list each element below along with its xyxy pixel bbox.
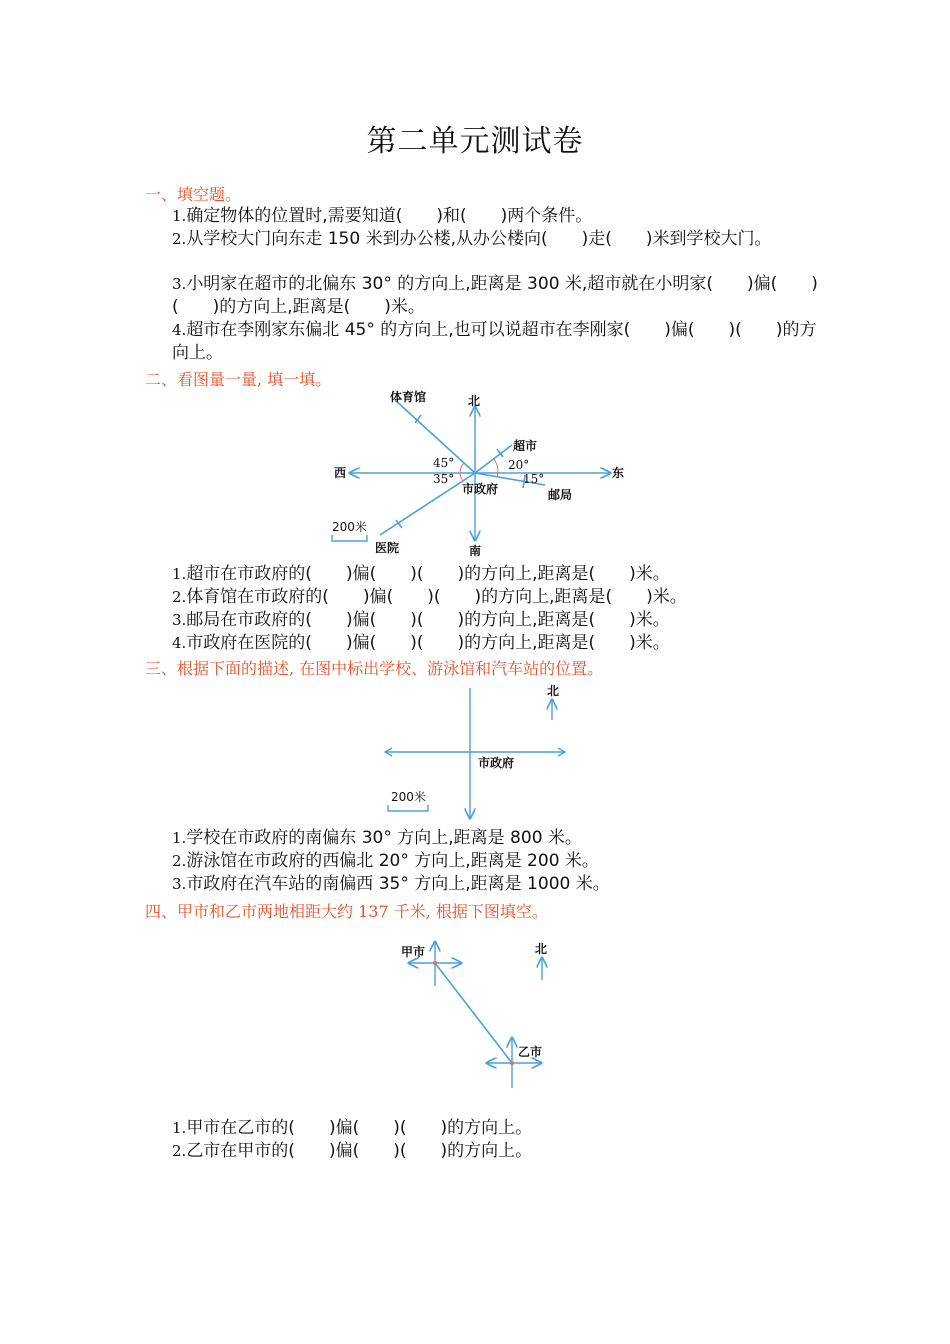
angle-arc bbox=[460, 463, 464, 473]
line-to-hospital bbox=[380, 473, 475, 535]
question-2-3 bbox=[172, 609, 822, 632]
question-2-4 bbox=[172, 632, 822, 655]
question-3-3 bbox=[172, 873, 822, 896]
question-text: 确定物体的位置时,需要知道( )和( )两个条件。 bbox=[186, 206, 593, 226]
question-3-2 bbox=[172, 850, 822, 873]
question-number: 4. bbox=[172, 321, 187, 339]
stadium-label: 体育馆 bbox=[390, 390, 427, 404]
city-a-point bbox=[433, 961, 437, 965]
question-number: 3. bbox=[172, 611, 187, 629]
section-heading-3: 三、根据下面的描述, 在图中标出学校、游泳馆和汽车站的位置。 bbox=[145, 659, 604, 678]
north-label: 北 bbox=[468, 394, 481, 408]
question-text: 学校在市政府的南偏东 30° 方向上,距离是 800 米。 bbox=[186, 828, 582, 848]
question-text: 超市在李刚家东偏北 45° 的方向上,也可以说超市在李刚家( )偏( )( )的方向上。 bbox=[172, 320, 817, 363]
scale-bar bbox=[332, 535, 367, 541]
north-label: 北 bbox=[547, 684, 560, 698]
supermarket-label: 超市 bbox=[513, 439, 538, 453]
question-number: 1. bbox=[172, 565, 187, 583]
question-text: 超市在市政府的( )偏( )( )的方向上,距离是( )米。 bbox=[186, 564, 670, 584]
direction-diagram-3 bbox=[395, 938, 565, 1093]
north-label: 北 bbox=[535, 942, 548, 956]
question-2-1 bbox=[172, 563, 822, 586]
question-4-1 bbox=[172, 1117, 822, 1140]
line-to-supermarket bbox=[475, 445, 512, 473]
question-text: 市政府在医院的( )偏( )( )的方向上,距离是( )米。 bbox=[186, 633, 670, 653]
center-label: 市政府 bbox=[478, 756, 515, 770]
question-text: 乙市在甲市的( )偏( )( )的方向上。 bbox=[186, 1141, 533, 1161]
city-a-label: 甲市 bbox=[401, 945, 426, 959]
question-number: 1. bbox=[172, 829, 187, 847]
line-city-a-to-city-b bbox=[435, 963, 512, 1063]
question-3-1 bbox=[172, 827, 822, 850]
question-text: 从学校大门向东走 150 米到办公楼,从办公楼向( )走( )米到学校大门。 bbox=[186, 229, 772, 249]
scale-bar bbox=[388, 805, 428, 811]
scale-label: 200米 bbox=[332, 520, 367, 534]
question-number: 2. bbox=[172, 230, 187, 248]
question-number: 2. bbox=[172, 588, 187, 606]
question-2-2 bbox=[172, 586, 822, 609]
angle-arc bbox=[494, 459, 498, 473]
section-heading-1: 一、填空题。 bbox=[145, 185, 242, 204]
question-1-1 bbox=[172, 205, 822, 228]
question-number: 3. bbox=[172, 875, 187, 893]
question-text: 甲市在乙市的( )偏( )( )的方向上。 bbox=[186, 1118, 533, 1138]
south-label: 南 bbox=[469, 544, 482, 558]
angle-arc bbox=[460, 473, 463, 481]
west-label: 西 bbox=[334, 466, 347, 480]
city-b-point bbox=[510, 1061, 514, 1065]
question-number: 1. bbox=[172, 207, 187, 225]
post-office-label: 邮局 bbox=[548, 488, 573, 502]
center-label: 市政府 bbox=[462, 482, 499, 496]
question-text: 邮局在市政府的( )偏( )( )的方向上,距离是( )米。 bbox=[186, 610, 670, 630]
question-number: 2. bbox=[172, 1142, 187, 1160]
question-1-2 bbox=[172, 228, 822, 251]
question-number: 2. bbox=[172, 852, 187, 870]
east-label: 东 bbox=[612, 466, 625, 480]
angle-label-hospital: 35° bbox=[433, 472, 455, 486]
section-heading-4: 四、甲市和乙市两地相距大约 137 千米, 根据下图填空。 bbox=[145, 902, 548, 921]
direction-diagram-1 bbox=[320, 385, 640, 560]
question-1-4 bbox=[172, 319, 822, 365]
question-text: 小明家在超市的北偏东 30° 的方向上,距离是 300 米,超市就在小明家( )偏( )( )的方向上,距离是( )米。 bbox=[172, 274, 818, 317]
question-number: 1. bbox=[172, 1119, 187, 1137]
question-4-2 bbox=[172, 1140, 822, 1163]
angle-label-post-office: 15° bbox=[523, 472, 545, 486]
question-number: 4. bbox=[172, 634, 187, 652]
question-text: 体育馆在市政府的( )偏( )( )的方向上,距离是( )米。 bbox=[186, 587, 687, 607]
scale-label: 200米 bbox=[391, 790, 426, 804]
section-heading-2: 二、看图量一量, 填一填。 bbox=[145, 370, 332, 389]
question-text: 市政府在汽车站的南偏西 35° 方向上,距离是 1000 米。 bbox=[186, 874, 610, 894]
direction-diagram-2 bbox=[380, 680, 580, 825]
city-b-label: 乙市 bbox=[518, 1045, 543, 1059]
question-number: 3. bbox=[172, 275, 187, 293]
angle-label-supermarket: 20° bbox=[508, 458, 530, 472]
angle-label-stadium: 45° bbox=[433, 456, 455, 470]
question-text: 游泳馆在市政府的西偏北 20° 方向上,距离是 200 米。 bbox=[186, 851, 599, 871]
page-title: 第二单元测试卷 bbox=[366, 124, 584, 159]
question-1-3 bbox=[172, 273, 822, 319]
hospital-label: 医院 bbox=[375, 541, 400, 555]
